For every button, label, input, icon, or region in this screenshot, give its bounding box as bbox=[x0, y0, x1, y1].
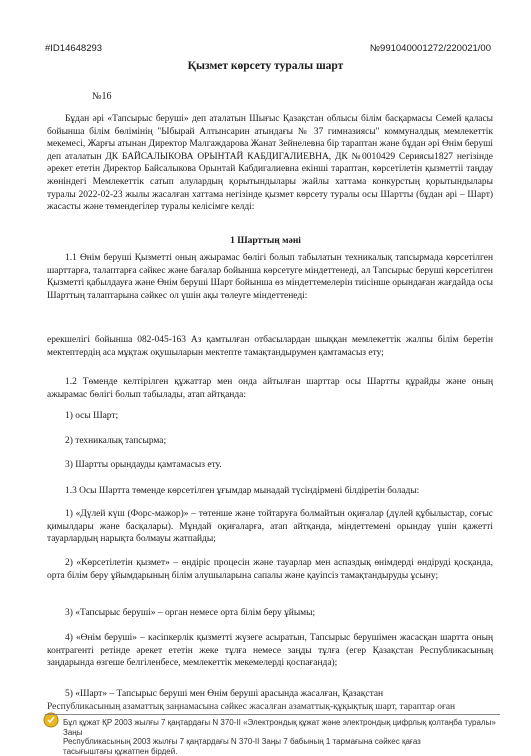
clause-1-1-specification bbox=[47, 334, 493, 359]
list-item: 2) техникалық тапсырма; bbox=[65, 436, 166, 446]
definition-3-text: 3) «Тапсырыс беруші» – орган немесе орта білім беру ұйымы; bbox=[47, 607, 493, 620]
definition-2-text: 2) «Көрсетілетін қызмет» – өндіріс процесін және тауарлар мен аспаздық өнімдерді өндіруді қосқанда, орта білім беру ұйымдарының білім алушыларына сапалы және қауіпсіз тамақтандыруды ұсыну; bbox=[47, 557, 493, 582]
preamble bbox=[47, 113, 493, 214]
footer-divider bbox=[45, 714, 500, 715]
definition-2 bbox=[47, 557, 493, 582]
definition-1-text: 1) «Дүлей күш (Форс-мажор)» – төтенше және тойтаруға болмайтын оқиғалар (дүлей құбылыстар, соғыс қимылдары және басқалары). Мұндай оқиғаларға, атап айтқанда, міндеттемені орындау үшін қажетті тауарлардың нарықта болмауы жатпайды; bbox=[47, 508, 493, 546]
clause-1-1 bbox=[47, 252, 493, 302]
list-item: 1) осы Шарт; bbox=[65, 411, 118, 421]
definition-4-text: 4) «Өнім беруші» – кәсіпкерлік қызметті жүзеге асыратын, Тапсырыс берушімен жасасқан шартта оның контрагенті ретінде әрекет ететін жеке тұлға немесе заңды тұлға (егер Қазақстан Республикасының заңдарында өзгеше белгіленбесе, мемлекеттік мекемелерді қоспағанда); bbox=[47, 632, 493, 670]
clause-1-2 bbox=[47, 376, 493, 401]
document-id: #ID14648293 bbox=[45, 43, 102, 54]
footer-line: тасығыштағы құжатпен бірдей. bbox=[45, 747, 505, 756]
definition-5 bbox=[47, 688, 493, 701]
preamble-text: Бұдан әрі «Тапсырыс беруші» деп аталатын Шығыс Қазақстан облысы білім басқармасы Семей қаласы бойынша білім бөлімінің "Ыбырай Алтынсарин атындағы № 37 гимназиясы" коммуналдық мемлекеттік мекемесі, Жарғы атынан Директор Малгаждарова Жанат Зейнелевна бір тараптан және бұдан әрі Өнім беруші деп аталатын ДК БАЙСАЛЫКОВА ОРЫНТАЙ КАБДИГАЛИЕВНА, ДК №0010429 Сериясы1827 негізінде әрекет ететін Директор Байсалыкова Орынтай Кабдигалиевна екінші тараптан, көрсетілетін қызметтіі таңдау жөніндегі Мемлекеттік сатып алулардың қорытындылары жайлы хаттама конкурстың қорытындылары туралы 2022-02-23 жылы жасалған хаттама негізінде қызмет көрсету туралы осы Шартты (бұдан әрі – Шарт) жасасты және төмендегілер туралы келісімге келді: bbox=[47, 113, 493, 214]
clause-1-3 bbox=[47, 485, 493, 498]
clause-1-1-text: 1.1 Өнім беруші Қызметті оның ажырамас бөлігі болып табылатын техникалық тапсырмада көрсетілген шарттарға, талаптарға сәйкес және бағалар бойынша көрсетуге міндеттенеді, ал Тапсырыс беруші көрсетілген Қызметті қабылдауға және Өнім беруші Шарт бойынша өз міндеттемелерін тиісінше орындаған жағдайда осы Шарттың талаптарына сәйкес ол үшін ақы төлеуге міндеттенеді: bbox=[47, 252, 493, 302]
electronic-document-footer bbox=[45, 716, 505, 756]
registry-number: №991040001272/220021/00 bbox=[370, 43, 491, 54]
page-title: Қызмет көрсету туралы шарт bbox=[0, 60, 531, 72]
definition-5-text: 5) «Шарт» – Тапсырыс беруші мен Өнім беруші арасында жасалған, Қазақстан bbox=[47, 688, 493, 701]
contract-number: №16 bbox=[92, 91, 112, 102]
definition-5-continued: Республикасының азаматтық заңнамасына сәйкес жасалған азаматтық-құқықтық шарт, тараптар оған bbox=[47, 702, 493, 713]
definition-1 bbox=[47, 508, 493, 546]
list-item: 3) Шартты орындауды қамтамасыз ету. bbox=[65, 460, 222, 470]
clause-1-2-text: 1.2 Төменде келтірілген құжаттар мен онда айтылған шарттар осы Шартты құрайды және оның ажырамас бөлігі болып табылады, атап айтқанда: bbox=[47, 376, 493, 401]
definition-3 bbox=[47, 607, 493, 620]
clause-1-3-text: 1.3 Осы Шартта төменде көрсетілген ұғымдар мынадай түсіндірмені білдіретін болады: bbox=[47, 485, 493, 498]
footer-line: Республикасының 2003 жылғы 7 қаңтардағы N 370-II Заңы 7 бабының 1 тармағына сәйкес қағаз bbox=[45, 737, 505, 747]
section-heading: 1 Шарттың мәні bbox=[0, 236, 531, 246]
definition-4 bbox=[47, 632, 493, 670]
clause-1-1b-text: ерекшелігі бойынша 082-045-163 Аз қамтылған отбасылардан шыққан мемлекеттік жалпы білім беретін мектептердің аса мұқтаж оқушыларын мектепте тамақтандырумен қамтамасыз ету; bbox=[47, 334, 493, 359]
footer-line: Бұл құжат ҚР 2003 жылғы 7 қаңтардағы N 370-II «Электрондық құжат және электрондық цифрлық қолтаңба туралы» Заңы bbox=[45, 718, 505, 737]
